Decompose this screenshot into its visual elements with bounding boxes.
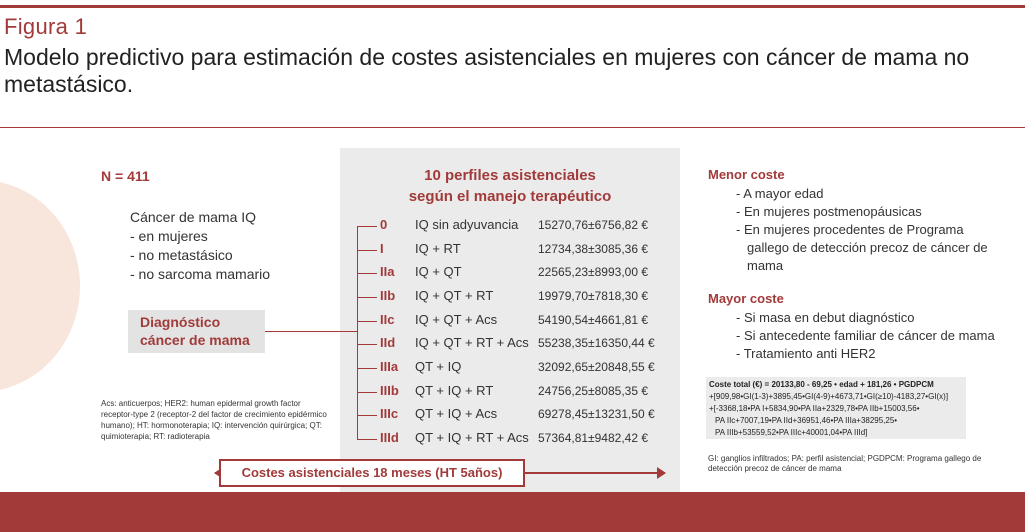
diagnosis-box: Diagnóstico cáncer de mama <box>128 310 265 353</box>
profile-treatment: QT + IQ <box>415 359 462 374</box>
profile-code: I <box>380 241 384 256</box>
profile-row <box>380 428 680 448</box>
profile-treatment: QT + IQ + RT <box>415 383 494 398</box>
lower-cost-section <box>708 167 1018 275</box>
title-divider <box>0 127 1025 128</box>
profile-row <box>380 215 680 235</box>
profile-row <box>380 239 680 259</box>
lower-cost-list <box>708 185 1018 275</box>
profile-cost: 57364,81±9482,42 € <box>538 431 649 445</box>
lower-cost-item: - En mujeres postmenopáusicas <box>736 204 922 219</box>
profile-treatment: IQ + QT + RT + Acs <box>415 335 529 350</box>
profile-row <box>380 357 680 377</box>
profile-row <box>380 286 680 306</box>
profile-cost: 32092,65±20848,55 € <box>538 360 655 374</box>
cohort-description <box>130 208 270 284</box>
higher-cost-item: - Si masa en debut diagnóstico <box>736 310 915 325</box>
profile-treatment: IQ + QT + Acs <box>415 312 498 327</box>
branch-tick <box>357 297 377 298</box>
profile-cost: 55238,35±16350,44 € <box>538 336 655 350</box>
lower-cost-item: - A mayor edad <box>736 186 824 201</box>
formula-line: PA IIc+7007,19•PA IId+36951,46•PA IIIa+38295,25• <box>715 416 898 425</box>
profile-cost: 15270,76±6756,82 € <box>538 218 649 232</box>
top-accent-bar <box>0 5 1025 8</box>
profile-code: 0 <box>380 217 388 232</box>
formula-line: +[-3368,18•PA I+5834,90•PA IIa+2329,78•PA IIb+15003,56• <box>709 404 920 413</box>
lower-cost-title: Menor coste <box>708 167 785 182</box>
lower-cost-item-cont: mama <box>747 258 784 273</box>
higher-cost-item: - Si antecedente familiar de cáncer de mama <box>736 328 995 343</box>
formula-line: Coste total (€) = 20133,80 - 69,25 • edad + 181,26 • PGDPCM <box>709 380 934 389</box>
profile-code: IIId <box>380 430 399 445</box>
cohort-item: - no sarcoma mamario <box>130 266 271 282</box>
formula-footnote: GI: ganglios infiltrados; PA: perfil asistencial; PGDPCM: Programa gallego de detección precoz de cáncer de mama <box>708 454 982 473</box>
bottom-accent-bar <box>0 492 1025 532</box>
profile-row <box>380 333 680 353</box>
sample-size: N = 411 <box>101 168 150 184</box>
lower-cost-item: - En mujeres procedentes de Programa <box>736 222 964 237</box>
cost-timeline-label: Costes asistenciales 18 meses (HT 5años) <box>219 459 525 487</box>
profile-treatment: QT + IQ + Acs <box>415 406 498 421</box>
figure-title: Modelo predictivo para estimación de costes asistenciales en mujeres con cáncer de mama no metastásico. <box>4 44 970 97</box>
profile-treatment: IQ sin adyuvancia <box>415 217 519 232</box>
profile-cost: 69278,45±13231,50 € <box>538 407 655 421</box>
cost-formula <box>709 379 1009 439</box>
profile-cost: 22565,23±8993,00 € <box>538 265 649 279</box>
cohort-item: - en mujeres <box>130 228 208 244</box>
higher-cost-item: - Tratamiento anti HER2 <box>736 346 876 361</box>
branch-tick <box>357 273 377 274</box>
profile-treatment: IQ + QT + RT <box>415 288 494 303</box>
profile-row <box>380 310 680 330</box>
profile-code: IIa <box>380 264 395 279</box>
profile-cost: 24756,25±8085,35 € <box>538 384 649 398</box>
lower-cost-item-cont: gallego de detección precoz de cáncer de <box>747 240 988 255</box>
breast-illustration <box>0 180 80 392</box>
profile-cost: 54190,54±4661,81 € <box>538 313 649 327</box>
formula-line: PA IIIb+53559,52•PA IIIc+40001,04•PA IIId] <box>715 428 868 437</box>
branch-tick <box>357 392 377 393</box>
branch-tick <box>357 250 377 251</box>
branch-tick <box>357 368 377 369</box>
branch-tick <box>357 344 377 345</box>
profile-code: IIIa <box>380 359 399 374</box>
profile-row <box>380 404 680 424</box>
branch-tick <box>357 415 377 416</box>
profile-cost: 12734,38±3085,36 € <box>538 242 649 256</box>
profile-code: IIIb <box>380 383 399 398</box>
cost-timeline-arrow <box>215 457 665 489</box>
profile-cost: 19979,70±7818,30 € <box>538 289 649 303</box>
profile-code: IIIc <box>380 406 399 421</box>
profile-treatment: IQ + QT <box>415 264 462 279</box>
profile-row <box>380 381 680 401</box>
profiles-title <box>340 165 680 207</box>
higher-cost-section <box>708 291 1023 363</box>
profiles-title-line1: 10 perfiles asistenciales <box>424 167 596 184</box>
formula-line: +[909,98•GI(1-3)+3895,45•GI(4-9)+4673,71•GI(≥10)-4183,27•GI(x)] <box>709 392 949 401</box>
figure-label: Figura 1 <box>4 14 88 39</box>
profile-treatment: QT + IQ + RT + Acs <box>415 430 529 445</box>
profile-code: IId <box>380 335 396 350</box>
profile-row <box>380 262 680 282</box>
profiles-branch-line <box>357 226 358 439</box>
higher-cost-title: Mayor coste <box>708 291 784 306</box>
higher-cost-list <box>708 309 1023 363</box>
profile-code: IIc <box>380 312 395 327</box>
branch-tick <box>357 321 377 322</box>
diagnosis-connector <box>265 331 357 332</box>
branch-tick <box>357 226 377 227</box>
cohort-item: - no metastásico <box>130 247 233 263</box>
abbreviations-note: Acs: anticuerpos; HER2: human epidermal growth factor receptor-type 2 (receptor-2 del factor de crecimiento epidérmico humano); HT: hormonoterapia; IQ: intervención quirúrgica; QT: quimioterapia; RT: radioterapia <box>101 399 327 441</box>
cohort-title: Cáncer de mama IQ <box>130 209 257 225</box>
branch-tick <box>357 439 377 440</box>
profile-code: IIb <box>380 288 396 303</box>
profiles-title-line2: según el manejo terapéutico <box>408 188 612 205</box>
arrow-right-head <box>657 467 666 479</box>
profile-treatment: IQ + RT <box>415 241 461 256</box>
